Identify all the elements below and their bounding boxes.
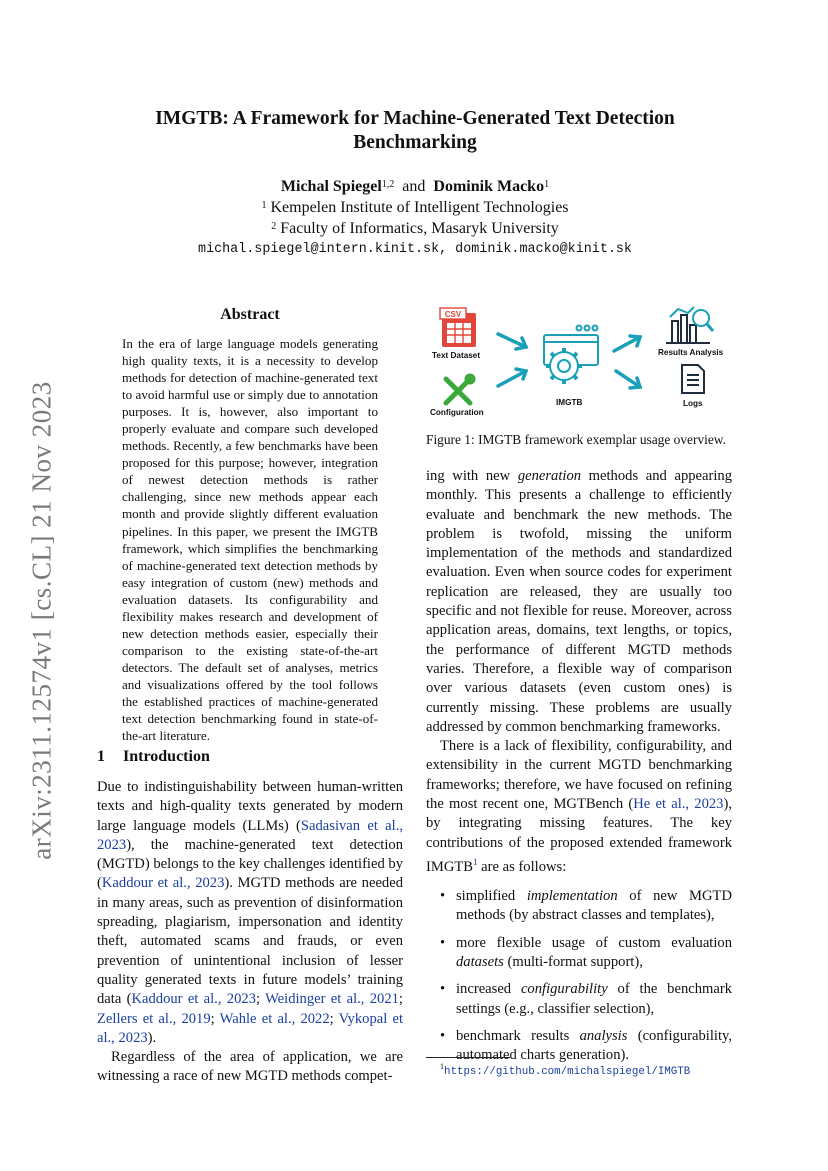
author-1-sup: 1,2 xyxy=(381,179,395,190)
figure-1 xyxy=(426,303,732,423)
text-run: ; xyxy=(398,991,403,1008)
section-heading xyxy=(97,748,210,766)
text-run: There is a lack of flexibility, configurability, and extensibility in the current MGTD benchmarking frameworks; therefore, we have focused on refining the most recent one, MGTBench ( xyxy=(426,738,732,813)
emphasis: analysis xyxy=(579,1027,628,1044)
figure-label-logs: Logs xyxy=(683,399,703,408)
emphasis: configurability xyxy=(520,981,608,998)
abstract-body xyxy=(122,335,378,744)
footnote-number: 1 xyxy=(440,1062,444,1071)
emphasis: generation xyxy=(517,468,582,484)
arxiv-stamp xyxy=(20,360,64,880)
right-paragraph-1 xyxy=(426,467,732,737)
citation-link[interactable]: Kaddour et al., 2023 xyxy=(131,991,256,1008)
text-run: of new MGTD methods (by abstract classes and templates), xyxy=(456,888,732,924)
author-2-sup: 1 xyxy=(544,179,550,190)
text-run: more flexible usage of custom evaluation xyxy=(456,934,732,951)
citation-link[interactable]: Wahle et al., 2022 xyxy=(219,1010,330,1027)
list-item xyxy=(456,934,732,973)
intro-paragraph-1 xyxy=(97,778,403,1048)
affiliation-2-text: Faculty of Informatics, Masaryk University xyxy=(280,220,559,237)
footnote xyxy=(440,1062,690,1078)
intro-body-right xyxy=(426,467,732,1073)
list-item xyxy=(456,980,732,1019)
author-and: and xyxy=(402,178,426,195)
text-run: benchmark results xyxy=(456,1027,580,1044)
text-run: are as follows: xyxy=(477,858,567,875)
intro-body-left xyxy=(97,778,403,1087)
author-emails: michal.spiegel@intern.kinit.sk, dominik.macko@kinit.sk xyxy=(198,242,632,257)
text-run: ). MGTD methods are needed in many areas, such as prevention of disinformation spreading, plagiarism, impersonation and identity theft, automated scams and frauds, or even prevention of unintentional inclusion of lesser quality generated texts in future models’ training data ( xyxy=(97,875,403,1008)
title-line-2: Benchmarking xyxy=(353,132,477,153)
footnote-ref[interactable]: 1 xyxy=(473,856,478,867)
author-line xyxy=(110,176,720,197)
section-title: Introduction xyxy=(123,748,210,765)
text-run: ), the machine-generated text detection (MGTD) belongs to the key challenges identified by ( xyxy=(97,836,403,892)
citation-link[interactable]: Sadasivan et al., 2023 xyxy=(97,817,403,853)
citation-link[interactable]: Vykopal et al., 2023 xyxy=(97,1010,403,1046)
text-run: methods and appearing monthly. This presents a challenge to efficiently evaluate and benchmark the new methods. The problem is twofold, missing the uniform implementation of the methods and standardized evaluation. Even when source codes for experiment replication are released, they are usually too specific and not flexible for reuse. Moreover, across application areas, domains, text lengths, or topics, the performance of different MGTD methods varies. Therefore, a flexible way of comparison over various datasets (even custom ones) is currently missing. These problems are usually addressed by common benchmarking frameworks. xyxy=(426,468,732,735)
list-item xyxy=(456,1027,732,1066)
figure-label-configuration: Configuration xyxy=(430,408,484,417)
citation-link[interactable]: He et al., 2023 xyxy=(633,796,724,813)
figure-label-imgtb: IMGTB xyxy=(556,398,583,407)
abstract-heading: Abstract xyxy=(220,306,280,323)
affiliation-1 xyxy=(110,197,720,218)
text-run: ), by integrating missing features. The key contributions of the proposed extended framework IMGTB xyxy=(426,796,732,875)
affiliation-2 xyxy=(110,218,720,239)
paper-title xyxy=(110,107,720,155)
author-block xyxy=(110,176,720,260)
arxiv-stamp-text: arXiv:2311.12574v1 [cs.CL] 21 Nov 2023 xyxy=(26,380,57,860)
right-paragraph-2 xyxy=(426,737,732,877)
abstract-text: In the era of large language models generating high quality texts, it is a necessity to develop methods for detection of machine-generated text to avoid harmful use or simply due to annotation purposes. It is, however, also important to properly evaluate and compare such developed methods. Recently, a few benchmarks have been proposed for this purpose; however, integration of newest detection methods is rather challenging, since new methods appear each month and provide slightly different evaluation pipelines. In this paper, we present the IMGTB framework, which simplifies the benchmarking of machine-generated text detection methods by easy integration of custom (new) methods and evaluation datasets. Its configurability and flexibility makes research and development of new detection methods easier, especially their comparison to the existing state-of-the-art detectors. The default set of analyses, metrics and visualizations offered by the tool follows the established practices of machine-generated text detection benchmarking found in state-of-the-art literature. xyxy=(122,336,378,744)
list-item xyxy=(456,887,732,926)
affiliation-1-sup: 1 xyxy=(261,200,267,211)
text-run: of the benchmark settings (e.g., classifier selection), xyxy=(456,981,733,1017)
csv-label: CSV xyxy=(444,310,462,319)
footnote-divider xyxy=(426,1057,510,1058)
chart-search-icon xyxy=(666,307,713,343)
citation-link[interactable]: Weidinger et al., 2021 xyxy=(265,991,399,1008)
figure-label-results-analysis: Results Analysis xyxy=(658,348,724,357)
arrow-icon xyxy=(614,336,640,388)
text-run: ). xyxy=(147,1029,157,1046)
emphasis: implementation xyxy=(526,888,618,905)
citation-link[interactable]: Zellers et al., 2019 xyxy=(97,1010,211,1027)
text-run: ing with new xyxy=(426,468,518,484)
footnote-url-link[interactable]: https://github.com/michalspiegel/IMGTB xyxy=(444,1065,691,1078)
text-run: ; xyxy=(255,991,266,1008)
text-run: (configurability, automated charts generation). xyxy=(456,1027,733,1064)
gear-window-icon xyxy=(544,326,598,385)
author-1: Michal Spiegel xyxy=(280,178,382,195)
affiliation-2-sup: 2 xyxy=(271,221,277,232)
figure-1-caption: Figure 1: IMGTB framework exemplar usage overview. xyxy=(426,432,726,447)
text-run: Due to indistinguishability between human-written texts and high-quality texts generated by modern large language models (LLMs) ( xyxy=(97,779,403,834)
section-number: 1 xyxy=(97,748,105,765)
affiliation-1-text: Kempelen Institute of Intelligent Technologies xyxy=(270,199,569,216)
text-run: simplified xyxy=(456,888,527,905)
text-run: increased xyxy=(456,981,521,998)
text-run: ; xyxy=(329,1010,339,1027)
figure-label-text-dataset: Text Dataset xyxy=(432,351,481,360)
emphasis: datasets xyxy=(456,953,504,970)
contributions-list xyxy=(426,887,732,1065)
log-document-icon xyxy=(682,365,704,393)
author-2: Dominik Macko xyxy=(433,178,545,195)
text-run: (multi-format support), xyxy=(503,953,643,970)
text-run: ; xyxy=(210,1010,220,1027)
title-line-1: IMGTB: A Framework for Machine-Generated Text Detection xyxy=(155,108,675,129)
tools-icon xyxy=(446,375,474,403)
intro-paragraph-2: Regardless of the area of application, we are witnessing a race of new MGTD methods compet- xyxy=(97,1049,403,1085)
arrow-icon xyxy=(498,334,526,386)
citation-link[interactable]: Kaddour et al., 2023 xyxy=(101,875,225,892)
